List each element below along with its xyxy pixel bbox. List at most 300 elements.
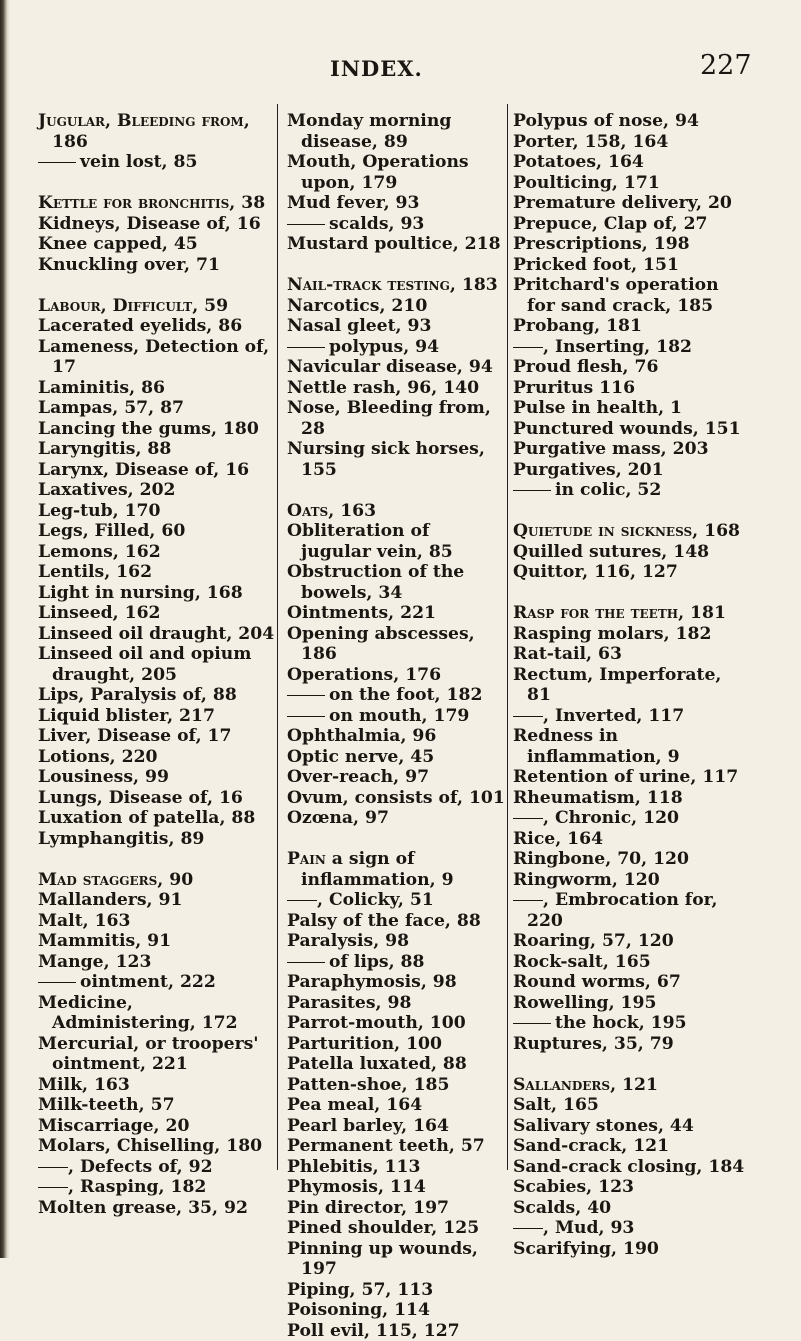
entry-text: Salt, 165: [513, 1095, 599, 1115]
entry-text: Sand-crack, 121: [513, 1136, 669, 1156]
index-entry: [287, 788, 505, 809]
running-head: [0, 50, 801, 90]
index-entry: [287, 890, 505, 911]
entry-text: Lancing the gums, 180: [38, 419, 259, 439]
index-entry: [38, 460, 276, 481]
index-entry: [513, 993, 749, 1014]
page-number: 227: [700, 50, 752, 81]
index-entry: [287, 521, 505, 562]
index-entry: [38, 439, 276, 460]
index-entry: [287, 316, 505, 337]
entry-text: Retention of urine, 117: [513, 767, 738, 787]
index-entry: [38, 152, 276, 173]
entry-text: Purgative mass, 203: [513, 439, 709, 459]
entry-text: Lemons, 162: [38, 542, 161, 562]
index-entry: [287, 1198, 505, 1219]
index-entry: [287, 685, 505, 706]
index-entry: [38, 419, 276, 440]
column-divider: [507, 104, 508, 1170]
entry-text: Lameness, Detection of, 17: [38, 337, 269, 378]
index-entry: [513, 398, 749, 419]
index-entry: [287, 911, 505, 932]
entry-text: Redness in inflammation, 9: [513, 726, 680, 767]
entry-text: Knee capped, 45: [38, 234, 198, 254]
entry-text: Mallanders, 91: [38, 890, 182, 910]
index-entry: [513, 1157, 749, 1178]
entry-text: 38: [235, 193, 265, 213]
index-entry: [513, 419, 749, 440]
index-entry: [513, 808, 749, 829]
entry-heading: Kettle for bronchitis,: [38, 193, 235, 213]
repeat-dash: [38, 1187, 68, 1188]
entry-text: , Embrocation for, 220: [527, 890, 717, 931]
index-entry: [38, 952, 276, 973]
index-entry: [287, 1013, 505, 1034]
index-entry: [38, 829, 276, 850]
index-entry: [513, 337, 749, 358]
entry-text: Quilled sutures, 148: [513, 542, 709, 562]
index-entry: [513, 624, 749, 645]
index-entry: [287, 193, 505, 214]
index-entry: [287, 624, 505, 665]
index-entry: [513, 1095, 749, 1116]
entry-text: Lotions, 220: [38, 747, 158, 767]
index-entry: [287, 952, 505, 973]
index-entry: [38, 931, 276, 952]
entry-text: Polypus of nose, 94: [513, 111, 699, 131]
entry-text: Ovum, consists of, 101: [287, 788, 505, 808]
index-entry: [513, 788, 749, 809]
entry-text: the hock, 195: [555, 1013, 687, 1033]
index-entry: [287, 234, 505, 255]
index-entry: [513, 1013, 749, 1034]
index-entry: [513, 132, 749, 153]
entry-text: Light in nursing, 168: [38, 583, 243, 603]
entry-text: Lampas, 57, 87: [38, 398, 184, 418]
index-entry: [287, 665, 505, 686]
entry-text: Pricked foot, 151: [513, 255, 679, 275]
entry-text: Ruptures, 35, 79: [513, 1034, 674, 1054]
entry-text: Parturition, 100: [287, 1034, 442, 1054]
index-column-1: [38, 111, 276, 1218]
index-entry: [513, 1198, 749, 1219]
index-entry: [513, 890, 749, 931]
entry-heading: Rasp for the teeth,: [513, 603, 684, 623]
index-entry: [38, 1157, 276, 1178]
index-entry: [38, 870, 276, 891]
index-entry: [287, 357, 505, 378]
index-entry: [287, 439, 505, 480]
index-entry: [513, 152, 749, 173]
index-entry: [513, 849, 749, 870]
index-entry: [38, 255, 276, 276]
entry-text: Parasites, 98: [287, 993, 411, 1013]
index-entry: [38, 1095, 276, 1116]
index-entry: [38, 1177, 276, 1198]
entry-text: Over-reach, 97: [287, 767, 429, 787]
page-binding-edge: [0, 0, 10, 1258]
entry-text: Poulticing, 171: [513, 173, 660, 193]
entry-text: Operations, 176: [287, 665, 441, 685]
entry-text: Quittor, 116, 127: [513, 562, 678, 582]
index-entry: [513, 1239, 749, 1260]
index-entry: [38, 316, 276, 337]
entry-text: Nose, Bleeding from, 28: [287, 398, 491, 439]
entry-gap: [38, 173, 276, 194]
entry-gap: [287, 829, 505, 850]
entry-text: Ophthalmia, 96: [287, 726, 436, 746]
entry-text: Punctured wounds, 151: [513, 419, 741, 439]
index-entry: [38, 337, 276, 378]
index-entry: [287, 398, 505, 439]
index-entry: [513, 1034, 749, 1055]
entry-text: Pea meal, 164: [287, 1095, 422, 1115]
repeat-dash: [513, 818, 543, 819]
entry-text: Phlebitis, 113: [287, 1157, 420, 1177]
index-entry: [38, 193, 276, 214]
index-entry: [513, 275, 749, 316]
entry-text: Mange, 123: [38, 952, 151, 972]
index-entry: [38, 685, 276, 706]
repeat-dash: [513, 900, 543, 901]
entry-text: Scarifying, 190: [513, 1239, 659, 1259]
index-entry: [287, 706, 505, 727]
index-entry: [287, 767, 505, 788]
index-entry: [38, 788, 276, 809]
index-entry: [38, 583, 276, 604]
entry-text: Purgatives, 201: [513, 460, 664, 480]
column-divider: [277, 104, 278, 1170]
entry-text: Monday morning disease, 89: [287, 111, 451, 152]
entry-text: scalds, 93: [329, 214, 424, 234]
index-entry: [513, 952, 749, 973]
entry-text: 90: [163, 870, 193, 890]
index-entry: [513, 1218, 749, 1239]
entry-text: Probang, 181: [513, 316, 642, 336]
entry-text: on the foot, 182: [329, 685, 482, 705]
entry-text: Piping, 57, 113: [287, 1280, 433, 1300]
index-entry: [38, 767, 276, 788]
entry-gap: [513, 501, 749, 522]
entry-text: Kidneys, Disease of, 16: [38, 214, 261, 234]
index-entry: [38, 501, 276, 522]
entry-text: Nasal gleet, 93: [287, 316, 431, 336]
entry-text: , Mud, 93: [543, 1218, 634, 1238]
entry-text: Ringworm, 120: [513, 870, 660, 890]
index-entry: [38, 562, 276, 583]
index-entry: [287, 1177, 505, 1198]
entry-text: Pruritus 116: [513, 378, 635, 398]
entry-text: Roaring, 57, 120: [513, 931, 674, 951]
entry-text: on mouth, 179: [329, 706, 469, 726]
entry-heading: Jugular, Bleeding from,: [38, 111, 250, 131]
index-entry: [38, 1075, 276, 1096]
entry-text: Liquid blister, 217: [38, 706, 215, 726]
entry-text: Linseed, 162: [38, 603, 161, 623]
entry-text: 183: [456, 275, 498, 295]
entry-text: Proud flesh, 76: [513, 357, 658, 377]
index-entry: [513, 480, 749, 501]
entry-text: Mouth, Operations upon, 179: [287, 152, 469, 193]
entry-text: Premature delivery, 20: [513, 193, 732, 213]
index-entry: [513, 255, 749, 276]
entry-text: , Rasping, 182: [68, 1177, 206, 1197]
entry-text: Molten grease, 35, 92: [38, 1198, 248, 1218]
entry-text: Pined shoulder, 125: [287, 1218, 479, 1238]
index-entry: [513, 931, 749, 952]
repeat-dash: [287, 224, 325, 225]
entry-text: Laminitis, 86: [38, 378, 165, 398]
index-entry: [513, 378, 749, 399]
index-entry: [287, 747, 505, 768]
entry-text: Phymosis, 114: [287, 1177, 426, 1197]
entry-text: Prescriptions, 198: [513, 234, 690, 254]
index-entry: [38, 603, 276, 624]
index-entry: [38, 993, 276, 1034]
entry-text: Malt, 163: [38, 911, 130, 931]
index-entry: [287, 296, 505, 317]
index-entry: [38, 890, 276, 911]
repeat-dash: [38, 1167, 68, 1168]
entry-text: Lousiness, 99: [38, 767, 169, 787]
index-entry: [38, 911, 276, 932]
index-entry: [513, 829, 749, 850]
index-entry: [513, 972, 749, 993]
index-entry: [38, 747, 276, 768]
repeat-dash: [513, 1023, 551, 1024]
index-entry: [513, 706, 749, 727]
index-entry: [287, 849, 505, 890]
entry-gap: [38, 275, 276, 296]
entry-text: Ozœna, 97: [287, 808, 389, 828]
entry-text: Rat-tail, 63: [513, 644, 622, 664]
entry-text: Luxation of patella, 88: [38, 808, 255, 828]
entry-text: Ointments, 221: [287, 603, 436, 623]
index-entry: [287, 1075, 505, 1096]
entry-text: a sign of inflammation, 9: [301, 849, 454, 890]
entry-text: in colic, 52: [555, 480, 661, 500]
entry-text: Permanent teeth, 57: [287, 1136, 485, 1156]
entry-text: Narcotics, 210: [287, 296, 427, 316]
entry-text: Linseed oil draught, 204: [38, 624, 274, 644]
index-entry: [38, 542, 276, 563]
entry-text: Parrot-mouth, 100: [287, 1013, 466, 1033]
entry-text: of lips, 88: [329, 952, 424, 972]
index-entry: [513, 214, 749, 235]
repeat-dash: [287, 347, 325, 348]
entry-heading: Nail-track testing,: [287, 275, 456, 295]
index-column-3: [513, 111, 749, 1259]
entry-text: Paraphymosis, 98: [287, 972, 457, 992]
index-entry: [513, 316, 749, 337]
repeat-dash: [38, 162, 76, 163]
entry-text: Prepuce, Clap of, 27: [513, 214, 708, 234]
entry-text: Paralysis, 98: [287, 931, 409, 951]
entry-text: polypus, 94: [329, 337, 439, 357]
repeat-dash: [287, 695, 325, 696]
index-entry: [38, 234, 276, 255]
repeat-dash: [38, 982, 76, 983]
index-entry: [287, 1239, 505, 1280]
index-entry: [513, 173, 749, 194]
index-column-2: [287, 111, 505, 1341]
index-entry: [287, 1054, 505, 1075]
entry-text: Mammitis, 91: [38, 931, 171, 951]
entry-text: , Defects of, 92: [68, 1157, 213, 1177]
page-title: INDEX.: [330, 56, 423, 81]
index-entry: [38, 480, 276, 501]
index-entry: [287, 993, 505, 1014]
entry-text: Nettle rash, 96, 140: [287, 378, 479, 398]
entry-text: Pearl barley, 164: [287, 1116, 449, 1136]
entry-text: , Inverted, 117: [543, 706, 684, 726]
index-entry: [38, 1116, 276, 1137]
index-entry: [513, 1075, 749, 1096]
entry-text: Rectum, Imperforate, 81: [513, 665, 721, 706]
index-entry: [38, 398, 276, 419]
entry-text: Scalds, 40: [513, 1198, 611, 1218]
index-entry: [513, 870, 749, 891]
entry-gap: [38, 849, 276, 870]
entry-text: Rock-salt, 165: [513, 952, 651, 972]
entry-text: Mustard poultice, 218: [287, 234, 501, 254]
index-entry: [513, 460, 749, 481]
entry-gap: [513, 583, 749, 604]
entry-text: vein lost, 85: [80, 152, 197, 172]
index-entry: [287, 603, 505, 624]
entry-text: Molars, Chiselling, 180: [38, 1136, 262, 1156]
entry-text: Scabies, 123: [513, 1177, 634, 1197]
index-entry: [38, 214, 276, 235]
entry-text: ointment, 222: [80, 972, 216, 992]
entry-text: Linseed oil and opium draught, 205: [38, 644, 252, 685]
entry-text: Poll evil, 115, 127: [287, 1321, 460, 1341]
index-entry: [287, 1280, 505, 1301]
index-entry: [513, 193, 749, 214]
entry-text: Porter, 158, 164: [513, 132, 668, 152]
index-entry: [287, 1136, 505, 1157]
index-entry: [38, 296, 276, 317]
entry-text: Lymphangitis, 89: [38, 829, 204, 849]
entry-text: Pritchard's operation for sand crack, 185: [513, 275, 719, 316]
entry-text: Mud fever, 93: [287, 193, 419, 213]
index-entry: [38, 644, 276, 685]
index-entry: [38, 624, 276, 645]
entry-text: Knuckling over, 71: [38, 255, 220, 275]
index-entry: [287, 1321, 505, 1341]
entry-text: Lips, Paralysis of, 88: [38, 685, 237, 705]
entry-text: 168: [698, 521, 740, 541]
index-entry: [287, 1218, 505, 1239]
entry-text: Lentils, 162: [38, 562, 152, 582]
entry-text: Pin director, 197: [287, 1198, 449, 1218]
index-entry: [513, 234, 749, 255]
entry-text: Pinning up wounds, 197: [287, 1239, 478, 1280]
index-entry: [38, 521, 276, 542]
entry-heading: Pain: [287, 849, 326, 869]
index-entry: [513, 357, 749, 378]
entry-text: Sand-crack closing, 184: [513, 1157, 744, 1177]
repeat-dash: [513, 716, 543, 717]
entry-text: Rowelling, 195: [513, 993, 656, 1013]
index-entry: [287, 378, 505, 399]
entry-text: Larynx, Disease of, 16: [38, 460, 249, 480]
entry-text: Ringbone, 70, 120: [513, 849, 689, 869]
repeat-dash: [513, 490, 551, 491]
entry-gap: [287, 480, 505, 501]
entry-text: Leg-tub, 170: [38, 501, 160, 521]
entry-text: , Inserting, 182: [543, 337, 692, 357]
entry-text: Lacerated eyelids, 86: [38, 316, 242, 336]
index-entry: [38, 706, 276, 727]
index-entry: [513, 1177, 749, 1198]
entry-heading: Oats,: [287, 501, 334, 521]
index-entry: [38, 1034, 276, 1075]
index-entry: [287, 1034, 505, 1055]
index-entry: [287, 972, 505, 993]
index-entry: [287, 111, 505, 152]
entry-text: Potatoes, 164: [513, 152, 644, 172]
entry-heading: Labour, Difficult,: [38, 296, 198, 316]
index-entry: [38, 378, 276, 399]
entry-text: Rice, 164: [513, 829, 603, 849]
index-entry: [513, 111, 749, 132]
entry-gap: [513, 1054, 749, 1075]
entry-text: 163: [334, 501, 376, 521]
index-entry: [287, 1095, 505, 1116]
entry-text: Round worms, 67: [513, 972, 681, 992]
entry-text: Salivary stones, 44: [513, 1116, 694, 1136]
repeat-dash: [287, 900, 317, 901]
entry-text: 59: [198, 296, 228, 316]
index-entry: [287, 501, 505, 522]
entry-text: Lungs, Disease of, 16: [38, 788, 243, 808]
index-entry: [287, 931, 505, 952]
repeat-dash: [287, 962, 325, 963]
entry-heading: Quietude in sickness,: [513, 521, 698, 541]
index-entry: [513, 1136, 749, 1157]
index-entry: [513, 665, 749, 706]
index-entry: [287, 1300, 505, 1321]
entry-text: Medicine, Administering, 172: [38, 993, 238, 1034]
entry-text: Obstruction of the bowels, 34: [287, 562, 464, 603]
index-entry: [513, 644, 749, 665]
entry-text: Milk-teeth, 57: [38, 1095, 175, 1115]
index-entry: [287, 275, 505, 296]
index-entry: [287, 1116, 505, 1137]
entry-text: , Chronic, 120: [543, 808, 679, 828]
index-entry: [287, 562, 505, 603]
entry-text: Patella luxated, 88: [287, 1054, 467, 1074]
entry-text: Palsy of the face, 88: [287, 911, 481, 931]
index-entry: [287, 214, 505, 235]
entry-text: Mercurial, or troopers' ointment, 221: [38, 1034, 259, 1075]
index-entry: [513, 542, 749, 563]
entry-text: Laryngitis, 88: [38, 439, 171, 459]
entry-text: Navicular disease, 94: [287, 357, 493, 377]
entry-text: Poisoning, 114: [287, 1300, 430, 1320]
index-entry: [513, 439, 749, 460]
repeat-dash: [513, 347, 543, 348]
entry-text: Milk, 163: [38, 1075, 130, 1095]
index-entry: [513, 726, 749, 767]
entry-heading: Mad staggers,: [38, 870, 163, 890]
entry-gap: [287, 255, 505, 276]
entry-text: Opening abscesses, 186: [287, 624, 475, 665]
index-entry: [513, 1116, 749, 1137]
index-entry: [38, 111, 276, 152]
entry-text: 181: [684, 603, 726, 623]
